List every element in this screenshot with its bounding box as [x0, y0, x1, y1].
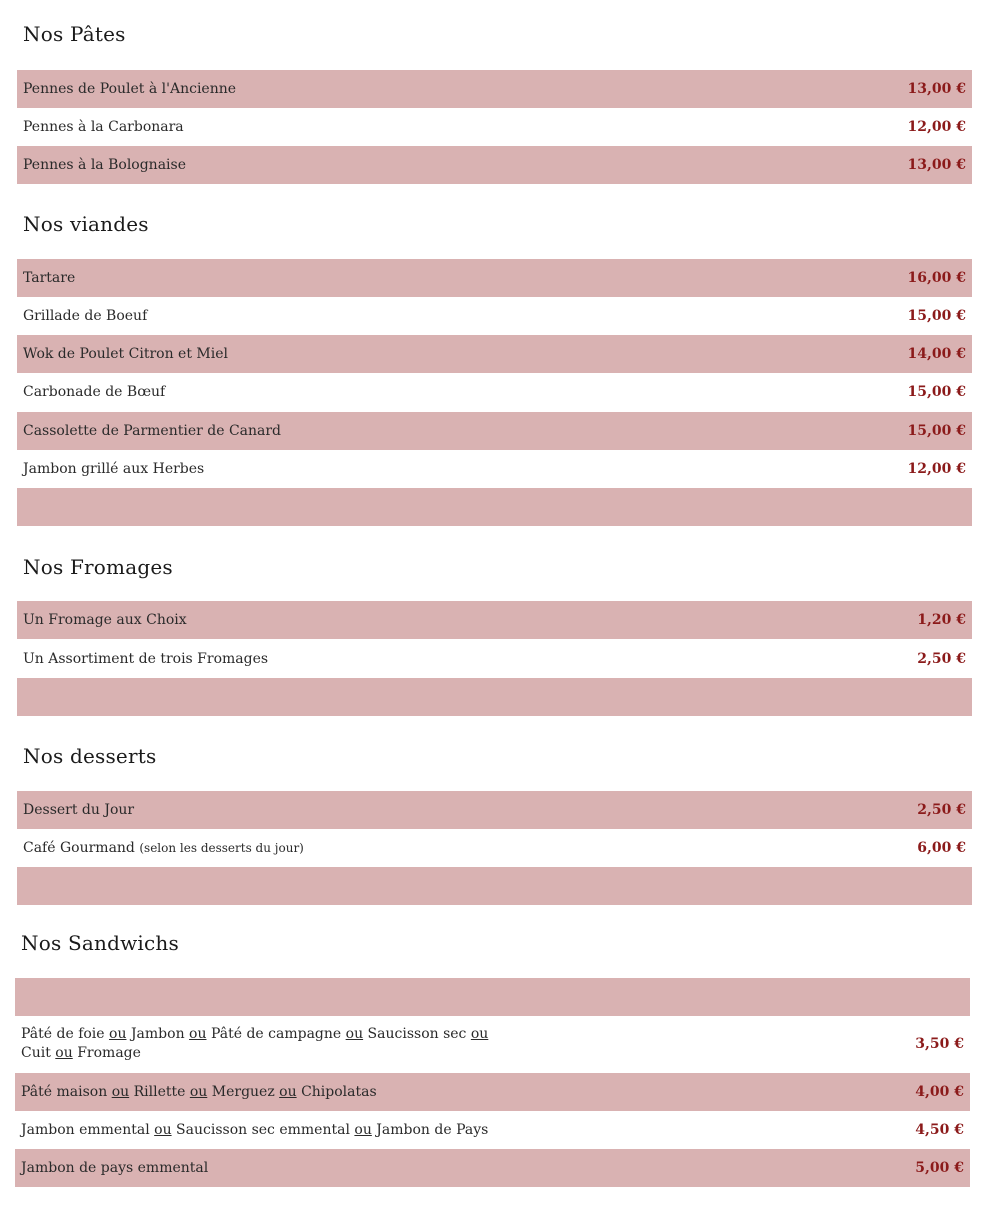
item-name: Jambon grillé aux Herbes	[23, 460, 205, 477]
sandwich-option: Merguez	[211, 1083, 275, 1100]
sandwich-option: Jambon	[130, 1026, 185, 1042]
connector-word: ou	[354, 1121, 372, 1138]
empty-row	[15, 978, 970, 1016]
menu-item	[17, 108, 972, 146]
item-price: 15,00 €	[907, 384, 966, 400]
item-price: 4,50 €	[915, 1122, 964, 1138]
item-price: 13,00 €	[907, 81, 966, 97]
item-price: 3,50 €	[915, 1036, 964, 1052]
item-name: Cassolette de Parmentier de Canard	[23, 422, 282, 439]
item-name-text: Café Gourmand	[23, 839, 135, 856]
item-price: 1,20 €	[917, 612, 966, 628]
connector-word: ou	[279, 1083, 297, 1100]
item-price: 4,00 €	[915, 1084, 964, 1100]
section-title-desserts: Nos desserts	[23, 744, 157, 768]
item-name: Pennes à la Bolognaise	[23, 156, 186, 173]
item-name	[21, 1025, 491, 1063]
item-price: 6,00 €	[917, 840, 966, 856]
menu-item	[17, 450, 972, 488]
sandwich-option: Pâté de foie	[21, 1026, 105, 1042]
item-price: 13,00 €	[907, 157, 966, 173]
item-price: 12,00 €	[907, 461, 966, 477]
menu-item	[17, 373, 972, 411]
section-title-fromages: Nos Fromages	[23, 555, 173, 579]
connector-word: ou	[189, 1026, 207, 1042]
connector-word: ou	[345, 1026, 364, 1042]
connector-word: ou	[470, 1026, 489, 1042]
menu-item	[17, 791, 972, 829]
item-price: 15,00 €	[907, 423, 966, 439]
item-name: Un Fromage aux Choix	[23, 611, 187, 628]
section-title-sandwichs: Nos Sandwichs	[21, 931, 179, 955]
menu-item	[17, 640, 972, 678]
item-name: Pennes de Poulet à l'Ancienne	[23, 80, 237, 97]
connector-word: ou	[109, 1026, 127, 1042]
item-name: Grillade de Boeuf	[23, 307, 148, 324]
sandwich-option: Saucisson sec	[367, 1026, 467, 1042]
connector-word: ou	[189, 1083, 208, 1100]
connector-word: ou	[55, 1045, 73, 1061]
item-price: 2,50 €	[917, 802, 966, 818]
item-note: (selon les desserts du jour)	[139, 840, 304, 855]
empty-row	[17, 488, 972, 526]
menu-item	[17, 335, 972, 373]
menu-item	[17, 70, 972, 108]
menu-item	[17, 829, 972, 867]
empty-row	[17, 867, 972, 905]
item-price: 5,00 €	[915, 1160, 964, 1176]
menu-item	[15, 1149, 970, 1187]
sandwich-option: Pâté de campagne	[210, 1026, 342, 1042]
menu-item	[17, 412, 972, 450]
sandwich-option: Pâté maison	[21, 1083, 108, 1100]
section-title-pates: Nos Pâtes	[23, 22, 126, 46]
sandwich-option: Jambon emmental	[21, 1121, 150, 1138]
item-price: 15,00 €	[907, 308, 966, 324]
item-price: 16,00 €	[907, 270, 966, 286]
menu-item	[17, 146, 972, 184]
sandwich-option: Cuit	[21, 1045, 51, 1061]
menu-item	[15, 1073, 970, 1111]
section-title-viandes: Nos viandes	[23, 212, 149, 236]
menu-item	[17, 259, 972, 297]
item-name: Dessert du Jour	[23, 801, 135, 818]
item-name	[21, 1083, 377, 1102]
sandwich-option: Saucisson sec emmental	[176, 1121, 350, 1138]
item-name: Carbonade de Bœuf	[23, 383, 166, 400]
menu-item	[15, 1111, 970, 1149]
item-name	[23, 839, 304, 858]
connector-word: ou	[154, 1121, 172, 1138]
item-name: Wok de Poulet Citron et Miel	[23, 345, 228, 362]
item-price: 12,00 €	[907, 119, 966, 135]
item-price: 14,00 €	[907, 346, 966, 362]
item-name: Tartare	[23, 269, 76, 286]
sandwich-option: Rillette	[133, 1083, 186, 1100]
menu-item	[17, 297, 972, 335]
connector-word: ou	[111, 1083, 130, 1100]
item-name	[21, 1121, 488, 1140]
sandwich-option: Fromage	[77, 1045, 141, 1061]
item-name: Pennes à la Carbonara	[23, 118, 184, 135]
sandwich-option: Jambon de Pays	[376, 1121, 489, 1138]
sandwich-option: Chipolatas	[301, 1083, 377, 1100]
empty-row	[17, 678, 972, 716]
menu-item	[17, 601, 972, 639]
item-price: 2,50 €	[917, 651, 966, 667]
menu-item	[15, 1016, 970, 1072]
sandwich-option: Jambon de pays emmental	[21, 1159, 209, 1176]
item-name	[21, 1159, 208, 1178]
item-name: Un Assortiment de trois Fromages	[23, 650, 269, 667]
